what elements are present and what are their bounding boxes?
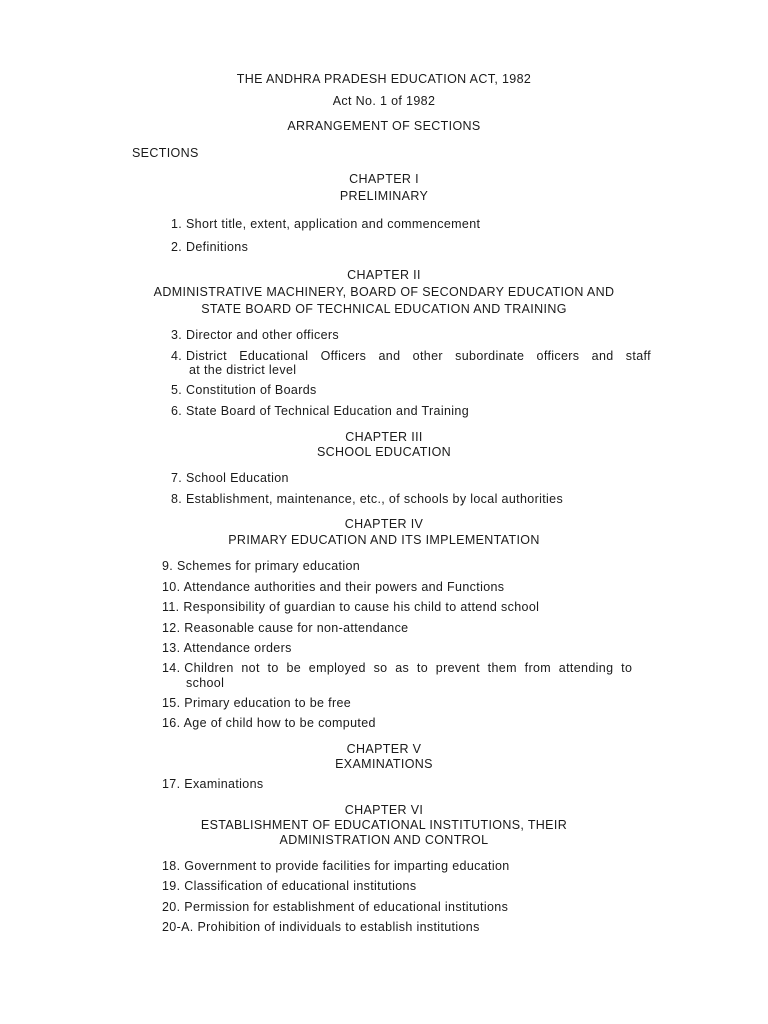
chapter-1-title: PRELIMINARY	[339, 189, 429, 203]
section-number: 7.	[171, 471, 183, 485]
chapter-6-label: CHAPTER VI	[344, 803, 424, 817]
section-title: Definitions	[185, 240, 249, 254]
section-number: 14.	[162, 661, 181, 675]
list-item	[162, 859, 510, 873]
list-item	[162, 879, 416, 893]
section-number: 18.	[162, 859, 181, 873]
section-title-continuation: school	[186, 676, 225, 690]
section-number: 19.	[162, 879, 181, 893]
section-number: 1.	[171, 217, 183, 231]
list-item	[162, 777, 264, 791]
section-title: Attendance authorities and their powers and Functions	[183, 580, 505, 594]
list-item	[162, 696, 351, 710]
section-number: 6.	[171, 404, 183, 418]
section-number: 11.	[162, 600, 180, 614]
section-number: 13.	[162, 641, 181, 655]
section-number: 15.	[162, 696, 181, 710]
section-title: Prohibition of individuals to establish institutions	[197, 920, 480, 934]
section-number: 4.	[171, 349, 183, 363]
list-item	[171, 217, 480, 231]
list-item	[162, 580, 504, 594]
section-title: Children not to be employed so as to prevent them from attending to	[184, 661, 633, 675]
section-number: 20-A.	[162, 920, 194, 934]
list-item	[162, 559, 360, 573]
chapter-4-label: CHAPTER IV	[344, 517, 424, 531]
chapter-5-label: CHAPTER V	[346, 742, 422, 756]
chapter-2-title-line-2: STATE BOARD OF TECHNICAL EDUCATION AND TRAINING	[201, 302, 567, 316]
chapter-3-title: SCHOOL EDUCATION	[316, 445, 452, 459]
section-title: Short title, extent, application and commencement	[185, 217, 481, 231]
section-title: School Education	[185, 471, 289, 485]
list-item	[162, 920, 480, 934]
list-item	[162, 661, 632, 675]
chapter-5-title: EXAMINATIONS	[335, 757, 433, 771]
chapter-6-title-line-1: ESTABLISHMENT OF EDUCATIONAL INSTITUTIONS, THEIR	[200, 818, 568, 832]
section-number: 2.	[171, 240, 183, 254]
section-number: 17.	[162, 777, 181, 791]
section-title: District Educational Officers and other subordinate officers and staff	[185, 349, 651, 363]
section-number: 16.	[162, 716, 181, 730]
section-number: 8.	[171, 492, 183, 506]
list-item	[171, 240, 248, 254]
section-number: 9.	[162, 559, 174, 573]
act-number: Act No. 1 of 1982	[332, 94, 436, 108]
chapter-1-label: CHAPTER I	[349, 172, 419, 186]
chapter-6-title-line-2: ADMINISTRATION AND CONTROL	[279, 833, 489, 847]
section-title: Director and other officers	[185, 328, 339, 342]
section-title: Attendance orders	[183, 641, 292, 655]
list-item	[171, 383, 317, 397]
act-title: THE ANDHRA PRADESH EDUCATION ACT, 1982	[236, 72, 532, 86]
section-title: Examinations	[184, 777, 264, 791]
section-title: Establishment, maintenance, etc., of schools by local authorities	[185, 492, 564, 506]
section-title: Government to provide facilities for imparting education	[184, 859, 510, 873]
list-item	[171, 404, 469, 418]
section-title: Age of child how to be computed	[183, 716, 376, 730]
list-item	[162, 900, 508, 914]
list-item	[171, 328, 339, 342]
section-title: State Board of Technical Education and Training	[185, 404, 470, 418]
sections-label: SECTIONS	[132, 146, 199, 160]
list-item	[171, 471, 289, 485]
section-title: Permission for establishment of educational institutions	[184, 900, 509, 914]
section-number: 10.	[162, 580, 181, 594]
chapter-2-title-line-1: ADMINISTRATIVE MACHINERY, BOARD OF SECONDARY EDUCATION AND	[153, 285, 615, 299]
section-number: 20.	[162, 900, 181, 914]
list-item	[162, 600, 539, 614]
section-number: 12.	[162, 621, 181, 635]
section-title: Schemes for primary education	[176, 559, 361, 573]
section-title: Constitution of Boards	[185, 383, 317, 397]
list-item	[162, 621, 408, 635]
list-item	[171, 349, 651, 363]
list-item	[171, 492, 563, 506]
list-item	[162, 641, 292, 655]
arrangement-heading: ARRANGEMENT OF SECTIONS	[287, 119, 481, 133]
list-item	[162, 716, 376, 730]
section-number: 5.	[171, 383, 183, 397]
section-title: Classification of educational institutions	[184, 879, 417, 893]
chapter-3-label: CHAPTER III	[345, 430, 423, 444]
section-title: Responsibility of guardian to cause his child to attend school	[183, 600, 540, 614]
section-title: Reasonable cause for non-attendance	[184, 621, 409, 635]
section-number: 3.	[171, 328, 183, 342]
chapter-4-title: PRIMARY EDUCATION AND ITS IMPLEMENTATION	[228, 533, 540, 547]
section-title: Primary education to be free	[184, 696, 352, 710]
section-title-continuation: at the district level	[189, 363, 297, 377]
chapter-2-label: CHAPTER II	[347, 268, 421, 282]
